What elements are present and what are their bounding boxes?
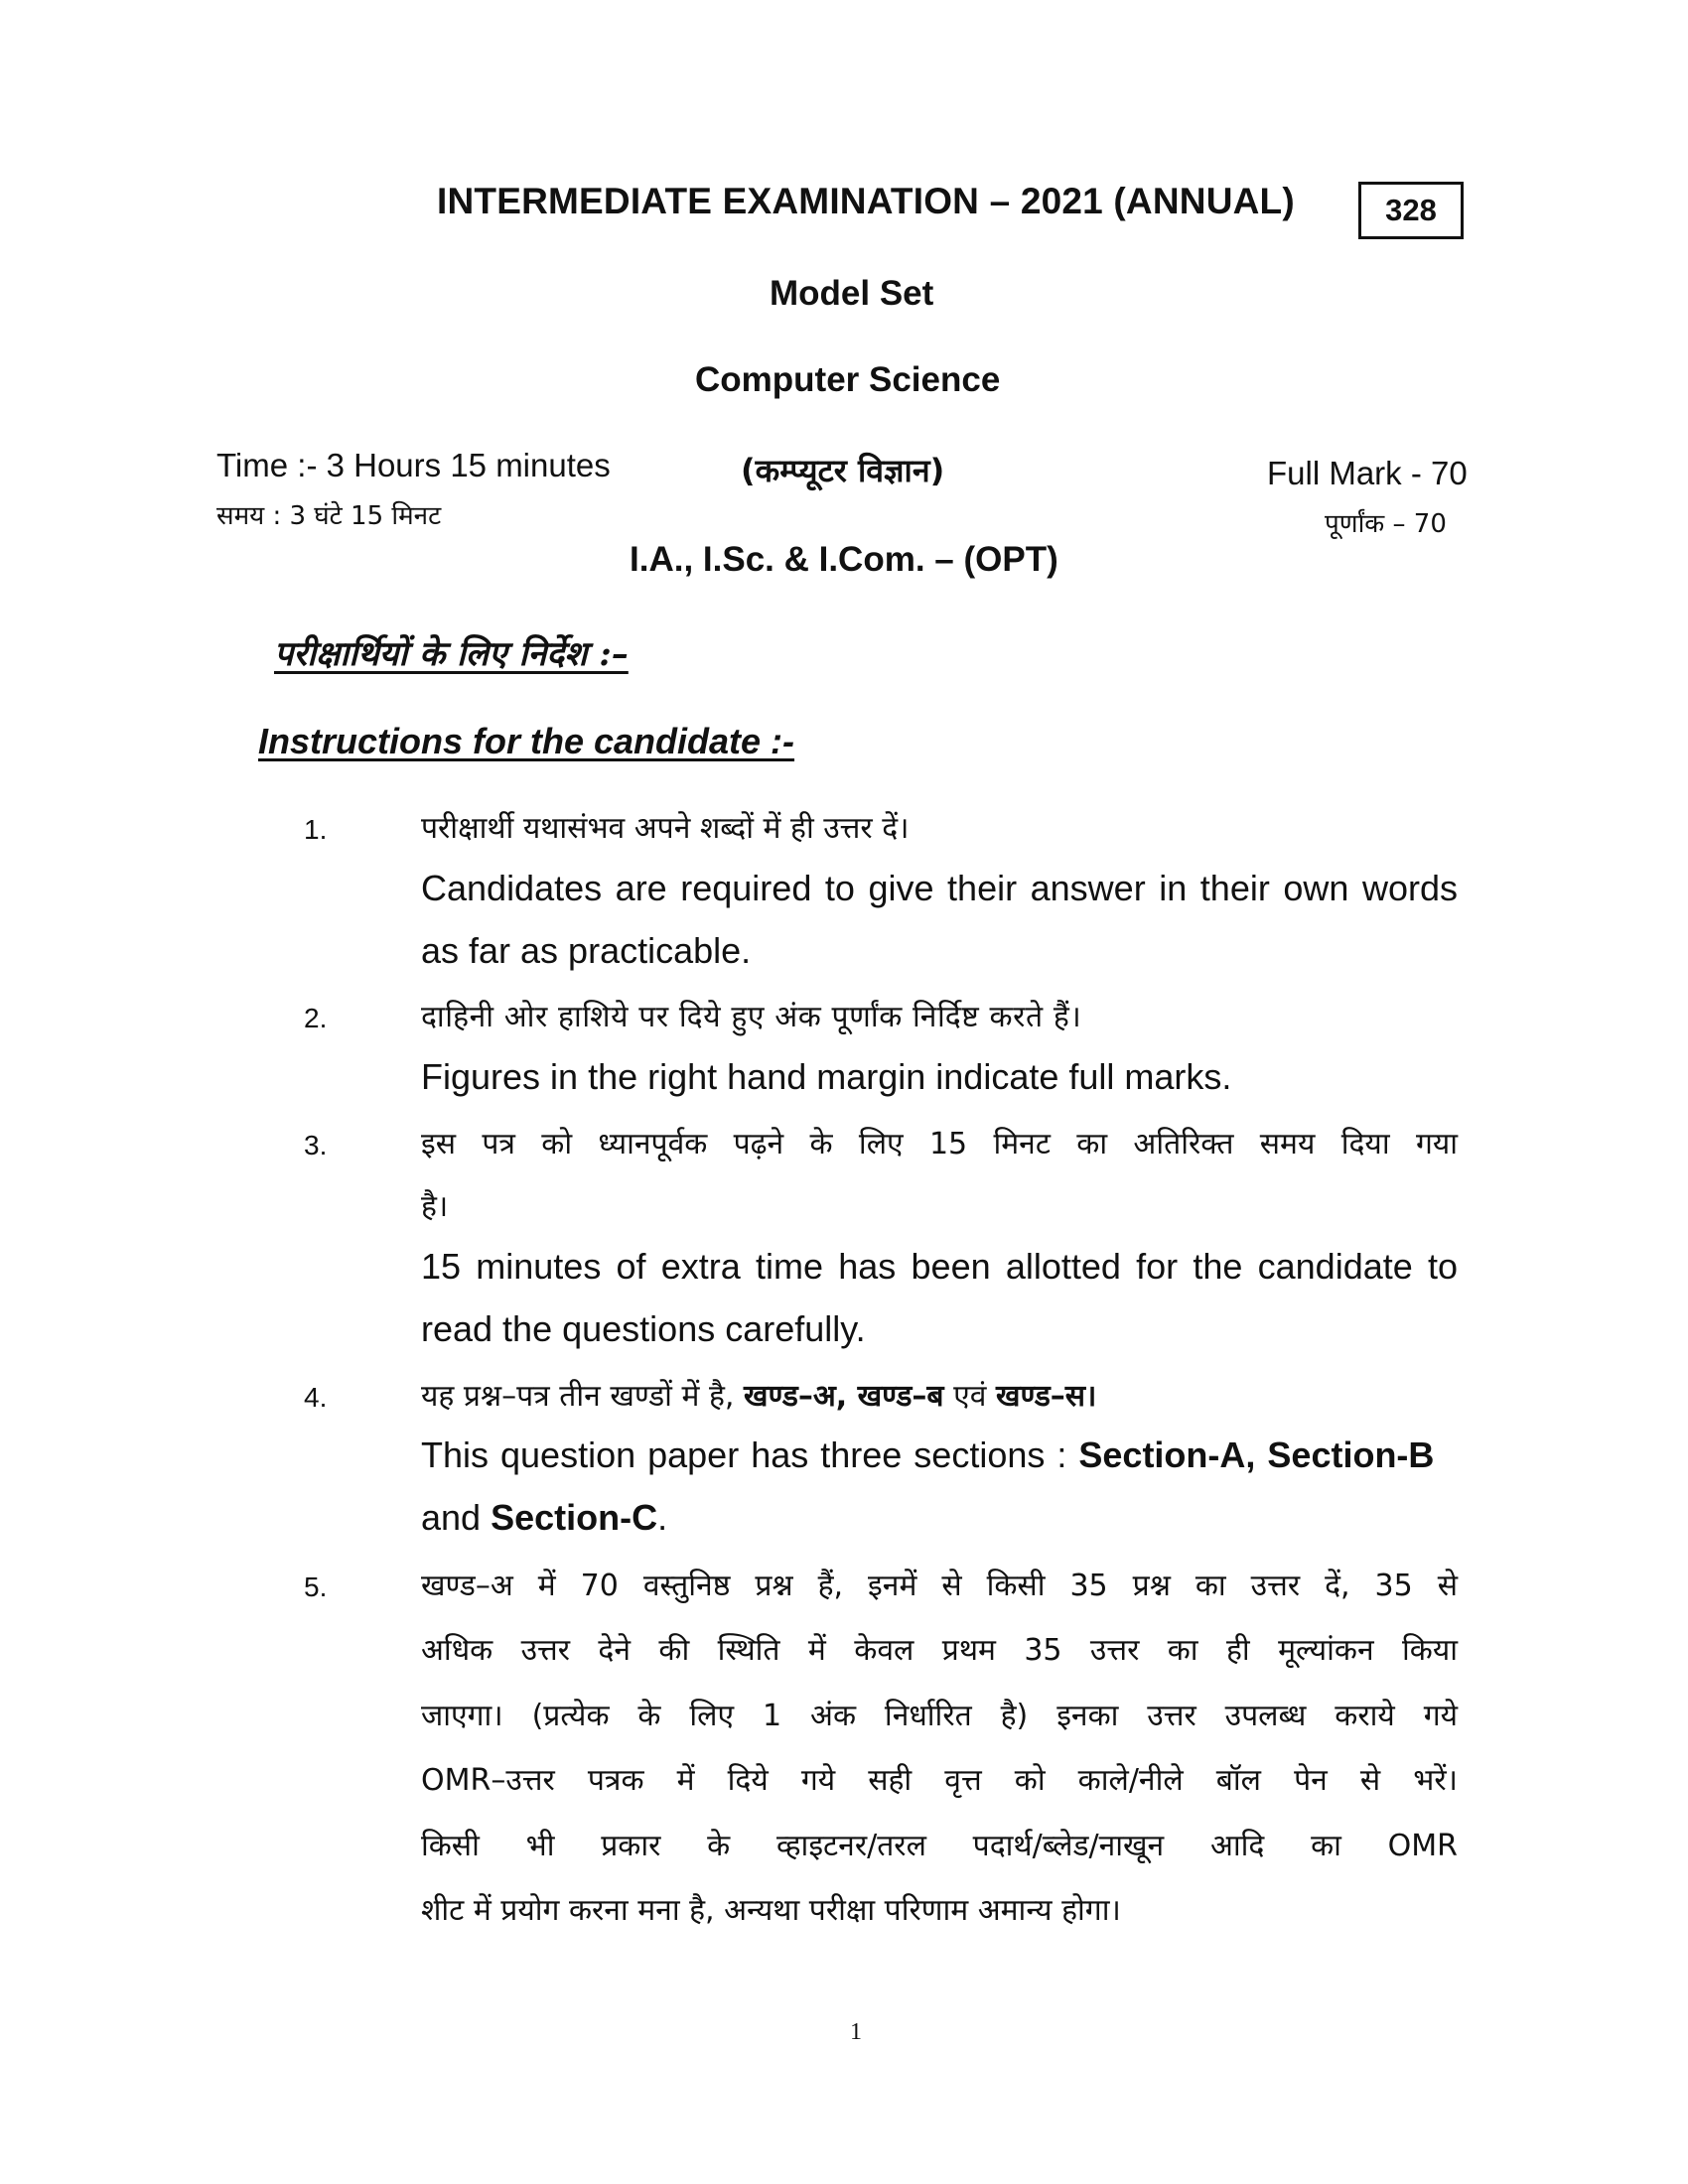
time-hindi: समय : 3 घंटे 15 मिनट [216,501,442,531]
instruction-4-hindi-and: एवं [953,1379,987,1414]
instruction-2-hindi: दाहिनी ओर हाशिये पर दिये हुए अंक पूर्णांक निर्दिष्ट करते हैं। [421,1000,1082,1034]
instruction-number: 2. [304,1003,328,1033]
full-mark-hindi: पूर्णांक – 70 [1325,509,1447,539]
section-c-english: Section-C [491,1497,658,1538]
instruction-number: 4. [304,1382,328,1413]
instruction-4-hindi-pre: यह प्रश्न–पत्र तीन खण्डों में है, [421,1379,735,1414]
section-c-hindi: खण्ड–स। [995,1379,1097,1414]
instruction-1-hindi: परीक्षार्थी यथासंभव अपने शब्दों में ही उत्तर दें। [421,811,910,846]
instruction-2-english: Figures in the right hand margin indicate full marks. [421,1056,1232,1097]
page-number: 1 [850,2019,862,2045]
instruction-3-hindi-line1: इस पत्र को ध्यानपूर्वक पढ़ने के लिए 15 मिनट का अतिरिक्त समय दिया गया [421,1127,1458,1161]
instruction-4-english-line1 [421,1434,1458,1476]
paper-code-box: 328 [1358,182,1464,239]
instruction-3-english-line2: read the questions carefully. [421,1308,866,1349]
instruction-number: 1. [304,814,328,845]
instruction-5-hindi-line6: शीट में प्रयोग करना मना है, अन्यथा परीक्षा परिणाम अमान्य होगा। [421,1893,1121,1928]
instruction-4-english-end: . [657,1497,668,1538]
instruction-4-hindi [421,1374,1458,1415]
instruction-1-english-line1: Candidates are required to give their answer in their own words [421,868,1458,908]
instruction-number: 5. [304,1571,328,1602]
instructions-heading-hindi: परीक्षार्थियों के लिए निर्देश :– [274,634,629,674]
subject-title: Computer Science [695,360,1001,399]
set-label: Model Set [770,274,934,313]
instruction-4-english-and: and [421,1497,482,1538]
instruction-1-english-line2: as far as practicable. [421,930,752,971]
instruction-5-hindi-line4: OMR–उत्तर पत्रक में दिये गये सही वृत्त को काले/नीले बॉल पेन से भरें। [421,1763,1458,1798]
instruction-number: 3. [304,1130,328,1160]
instruction-5-hindi-line5: किसी भी प्रकार के व्हाइटनर/तरल पदार्थ/ब्लेड/नाखून आदि का OMR [421,1829,1458,1863]
instruction-3-english-line1: 15 minutes of extra time has been allotted for the candidate to [421,1246,1458,1287]
exam-title: INTERMEDIATE EXAMINATION – 2021 (ANNUAL) [437,181,1295,221]
full-mark-english: Full Mark - 70 [1267,455,1468,491]
instruction-5-hindi-line1: खण्ड–अ में 70 वस्तुनिष्ठ प्रश्न हैं, इनमें से किसी 35 प्रश्न का उत्तर दें, 35 से [421,1569,1458,1603]
instruction-3-hindi-line2: है। [421,1189,449,1224]
section-a-b-hindi: खण्ड–अ, खण्ड–ब [743,1379,944,1414]
instruction-5-hindi-line2: अधिक उत्तर देने की स्थिति में केवल प्रथम 35 उत्तर का ही मूल्यांकन किया [421,1633,1458,1668]
instruction-4-english-line2 [421,1497,1458,1539]
instruction-5-hindi-line3: जाएगा। (प्रत्येक के लिए 1 अंक निर्धारित है) इनका उत्तर उपलब्ध कराये गये [421,1699,1458,1733]
subject-hindi: (कम्प्यूटर विज्ञान) [741,452,945,489]
streams-label: I.A., I.Sc. & I.Com. – (OPT) [630,540,1058,579]
time-english: Time :- 3 Hours 15 minutes [216,447,611,483]
instructions-heading-english: Instructions for the candidate :- [258,721,795,761]
section-a-b-english: Section-A, Section-B [1078,1434,1435,1475]
instruction-4-english-pre: This question paper has three sections : [421,1434,1067,1475]
